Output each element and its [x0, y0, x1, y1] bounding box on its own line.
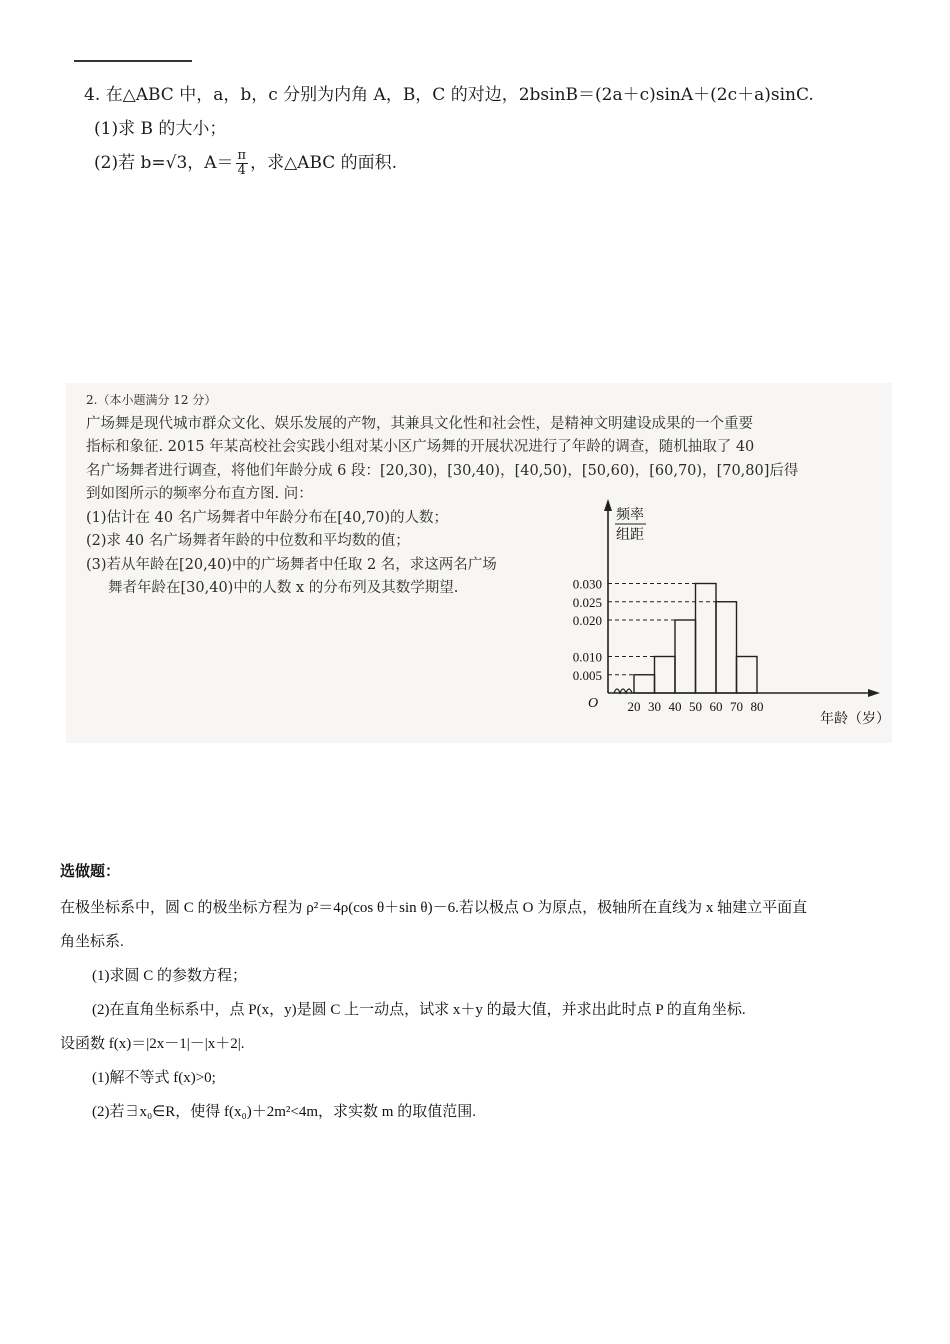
frequency-histogram — [552, 495, 892, 743]
y-tick-label: 0.025 — [572, 594, 602, 610]
fraction-pi-over-4 — [236, 149, 249, 178]
q4-part-2 — [84, 146, 904, 180]
histogram-bar — [655, 657, 676, 694]
x-tick-label: 20 — [627, 699, 641, 714]
polar-part-2: (2)在直角坐标系中，点 P(x，y)是圆 C 上一动点，试求 x＋y 的最大值，并求出此时点 P 的直角坐标. — [92, 1002, 746, 1018]
q4-statement: 4. 在△ABC 中，a，b，c 分别为内角 A，B，C 的对边，2bsinB＝(2a＋c)sinA＋(2c＋a)sinC. — [84, 85, 814, 105]
polar-part-1: (1)求圆 C 的参数方程； — [92, 968, 247, 984]
histogram-bar — [716, 602, 737, 693]
function-question: 设函数 f(x)＝|2x－1|－|x＋2|. — [60, 1036, 245, 1052]
y-label-numerator: 频率 — [616, 507, 644, 523]
q2-part-3: (3)若从年龄在[20,40)中的广场舞者中任取 2 名，求这两名广场 — [86, 556, 497, 573]
x-tick-label: 60 — [709, 699, 723, 714]
question-4 — [84, 78, 904, 180]
optional-questions — [60, 860, 900, 1129]
x-axis-label: 年龄（岁） — [820, 711, 890, 727]
x-axis-arrow — [868, 689, 880, 697]
q2-header: 2.（本小题满分 12 分） — [86, 393, 217, 407]
q2-part-1: (1)估计在 40 名广场舞者中年龄分布在[40,70)的人数； — [86, 509, 449, 526]
y-tick-label: 0.005 — [572, 667, 602, 683]
fraction-numerator: π — [237, 148, 247, 163]
q2-line: 名广场舞者进行调查，将他们年龄分成 6 段：[20,30)，[30,40)，[40,50)，[50,60)，[60,70)，[70,80]后得 — [86, 462, 799, 479]
histogram-bar — [634, 675, 655, 693]
y-tick-label: 0.030 — [572, 576, 602, 592]
optional-title: 选做题： — [60, 864, 121, 880]
y-axis-arrow — [604, 499, 612, 511]
q2-line: 指标和象征. 2015 年某高校社会实践小组对某小区广场舞的开展状况进行了年龄的调查，随机抽取了 40 — [86, 439, 755, 455]
fraction-denominator: 4 — [237, 163, 246, 178]
histogram-svg — [552, 495, 892, 743]
histogram-bar — [675, 620, 696, 693]
x-tick-label: 80 — [750, 699, 764, 714]
origin-label: O — [588, 696, 599, 711]
q2-line: 到如图所示的频率分布直方图. 问： — [86, 486, 313, 502]
q2-part-3-cont: 舞者年龄在[30,40)中的人数 x 的分布列及其数学期望. — [108, 580, 459, 596]
x-tick-label: 30 — [648, 699, 661, 714]
question-2-scan — [66, 383, 892, 743]
q2-part-2: (2)求 40 名广场舞者年龄的中位数和平均数的值； — [86, 533, 410, 549]
polar-question: 在极坐标系中，圆 C 的极坐标方程为 ρ²＝4ρ(cos θ＋sin θ)－6.若以极点 O 为原点，极轴所在直线为 x 轴建立平面直 — [60, 900, 808, 916]
x-tick-label: 40 — [668, 699, 682, 714]
x-tick-label: 50 — [689, 699, 702, 714]
function-part-2: (2)若∃x₀∈R，使得 f(x₀)＋2m²<4m，求实数 m 的取值范围. — [92, 1104, 476, 1120]
y-label-denominator: 组距 — [616, 527, 644, 543]
top-rule — [74, 60, 192, 62]
q2-line: 广场舞是现代城市群众文化、娱乐发展的产物，其兼具文化性和社会性，是精神文明建设成果的一个重要 — [86, 415, 753, 432]
y-tick-label: 0.020 — [572, 613, 602, 628]
polar-question-cont: 角坐标系. — [60, 934, 124, 950]
histogram-bar — [696, 584, 717, 694]
q4-part-2-pre: (2)若 b=√3，A＝ — [94, 153, 234, 173]
y-tick-label: 0.010 — [572, 649, 602, 665]
histogram-bar — [737, 657, 758, 694]
x-tick-label: 70 — [730, 699, 743, 714]
q4-part-1: (1)求 B 的大小； — [94, 119, 227, 139]
q4-part-2-post: ，求△ABC 的面积. — [250, 153, 398, 173]
function-part-1: (1)解不等式 f(x)>0; — [92, 1070, 216, 1086]
